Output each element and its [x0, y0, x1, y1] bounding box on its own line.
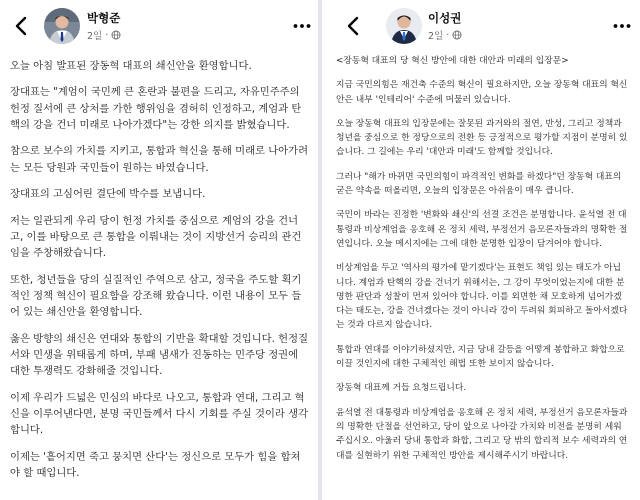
more-options-icon[interactable]	[290, 14, 314, 38]
globe-icon	[111, 30, 121, 40]
globe-icon	[452, 30, 462, 40]
post-paragraph: 그러나 "해가 바뀌면 국민의힘이 파격적인 변화를 하겠다"던 장동혁 대표의 굳은 약속을 떠올리면, 오늘의 입장문은 아쉬움이 매우 큽니다.	[336, 171, 622, 197]
post-paragraph: 비상계엄을 두고 '역사의 평가에 맡기겠다'는 표현도 책임 있는 태도가 아닙니다. 계엄과 탄핵의 강을 건너기 위해서는, 그 강이 무엇이었는지에 대한 분명한 판단과 성찰이 먼저 있어야 합니다. 이를 외면한 채 모호하게 넘어가겠다는 태도는, 강을 건너겠다는 것이 아니라 강이 두려워 회피하고 돌아서겠다는 것과 다르지 않습니다.	[336, 263, 628, 331]
post-right	[322, 0, 640, 500]
post-paragraph: 지금 국민의힘은 재건축 수준의 혁신이 필요하지만, 오늘 장동혁 대표의 혁신안은 내부 '인테리어' 수준에 머물러 있습니다.	[336, 80, 628, 105]
avatar[interactable]	[386, 8, 422, 44]
post-paragraph: 윤석열 전 대통령과 비상계엄을 옹호해 온 정치 세력, 부정선거 음모론자들과의 명확한 단절을 선언하고, 당이 앞으로 나아갈 가치와 비전을 분명히 세워주십시오. 아울러 당내 통합과 화합, 그리고 당 밖의 합리적 보수 세력과의 연대를 실현하기 위한 구체적인 방안을 제시해주시기 바랍니다.	[336, 407, 628, 461]
post-paragraph: 장동혁 대표께 거듭 요청드립니다.	[336, 383, 467, 394]
post-time[interactable]: 2일	[428, 31, 444, 42]
post-paragraph: 이제는 '흩어지면 죽고 뭉치면 산다'는 정신으로 모두가 힘을 합쳐야 할 때입니다.	[10, 450, 301, 480]
author-name[interactable]: 박형준	[87, 11, 121, 25]
post-paragraph: <장동혁 대표의 당 혁신 방안에 대한 대안과 미래의 입장문>	[336, 56, 569, 66]
back-arrow-icon[interactable]	[10, 14, 34, 38]
author-name[interactable]: 이성권	[428, 11, 462, 25]
post-paragraph: 장대표의 고심어린 결단에 박수를 보냅니다.	[10, 188, 206, 201]
post-paragraph: 오늘 장동혁 대표의 입장문에는 잘못된 과거와의 절연, 반성, 그리고 정책과 청년을 중심으로 한 정당으로의 전환 등 긍정적으로 평가할 지점이 분명히 있습니다. 그 길에는 우리 '대안과 미래'도 함께할 것입니다.	[336, 118, 628, 158]
avatar[interactable]	[44, 8, 80, 44]
post-paragraph: 참으로 보수의 가치를 지키고, 통합과 혁신을 통해 미래로 나아가려는 모든 당원과 국민들이 원하는 바였습니다.	[10, 145, 309, 174]
post-paragraph: 옳은 방향의 쇄신은 연대와 통합의 기반을 확대할 것입니다. 헌정질서와 민생을 위태롭게 하며, 부패 냄새가 진동하는 민주당 정권에 대한 투쟁력도 강화해줄 것입니다.	[10, 332, 309, 378]
post-paragraph: 오늘 아침 발표된 장동혁 대표의 쇄신안을 환영합니다.	[10, 60, 252, 72]
post-left	[0, 0, 318, 500]
post-body	[10, 58, 310, 492]
post-paragraph: 또한, 청년들을 당의 실질적인 주역으로 삼고, 정국을 주도할 획기적인 정책 혁신이 필요함을 강조해 왔습니다. 이런 내용이 모두 들어 있는 쇄신안을 환영합니다.	[10, 273, 302, 319]
post-paragraph: 저는 일관되게 우리 당이 헌정 가치를 중심으로 계엄의 강을 건너고, 이를 바탕으로 큰 통합을 이뤄내는 것이 지방선거 승리의 관건임을 주창해왔습니다.	[10, 214, 302, 260]
post-header	[0, 0, 318, 52]
post-time[interactable]: 2일	[87, 31, 103, 42]
more-options-icon[interactable]	[610, 14, 634, 38]
post-paragraph: 이제 우리가 드넓은 민심의 바다로 나오고, 통합과 연대, 그리고 혁신을 이루어낸다면, 분명 국민들께서 다시 기회를 주실 것이라 생각합니다.	[10, 391, 309, 437]
post-paragraph: 통합과 연대를 이야기하셨지만, 지금 당내 갈등을 어떻게 봉합하고 화합으로 이끌 것인지에 대한 구체적인 해법 또한 보이지 않습니다.	[336, 344, 625, 370]
post-body	[336, 54, 628, 473]
meta-separator: ·	[105, 29, 109, 41]
post-meta	[428, 28, 462, 42]
post-header	[322, 0, 640, 52]
post-paragraph: 국민이 바라는 진정한 '변화와 쇄신'의 선결 조건은 분명합니다. 윤석열 전 대통령과 비상계엄을 옹호해 온 정치 세력, 부정선거 음모론자들과의 명확한 절연입니다. 오늘 메시지에는 그에 대한 분명한 입장이 담겨어야 합니다.	[336, 210, 628, 249]
post-paragraph: 장대표는 "계엄이 국민께 큰 혼란과 불편을 드리고, 자유민주주의 헌정 질서에 큰 상처를 가한 행위임을 겸허히 인정하고, 계엄과 탄핵의 강을 건너 미래로 나아가겠다"는 강한 의지를 밝혔습니다.	[10, 86, 302, 131]
back-arrow-icon[interactable]	[342, 14, 366, 38]
meta-separator: ·	[446, 29, 450, 41]
post-meta	[87, 28, 121, 42]
